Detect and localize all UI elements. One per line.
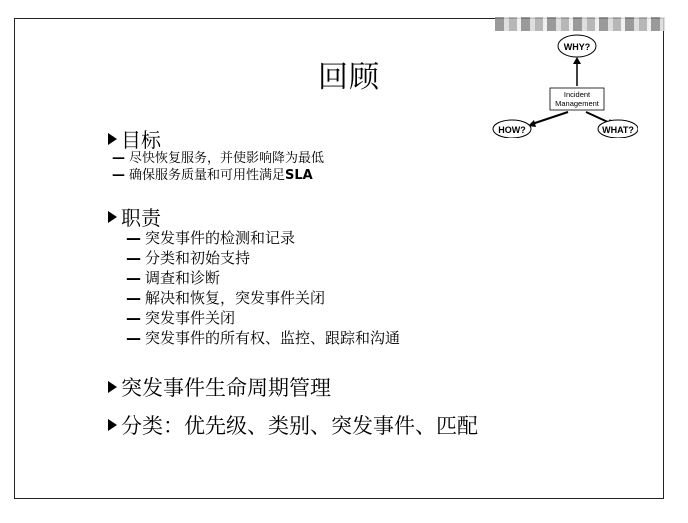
goal-heading-row bbox=[108, 124, 161, 153]
duty-item: — 突发事件关闭 bbox=[126, 309, 236, 327]
duty-item: — 突发事件的所有权、监控、跟踪和沟通 bbox=[126, 329, 401, 347]
goal-heading: 目标 bbox=[121, 128, 161, 152]
goal-list bbox=[112, 150, 324, 184]
classification-heading: 分类：优先级、类别、突发事件、匹配 bbox=[121, 414, 478, 438]
slide-title: 回顾 bbox=[318, 60, 380, 95]
center-label-2: Management bbox=[555, 99, 599, 108]
how-label: HOW? bbox=[498, 125, 526, 135]
lifecycle-heading: 突发事件生命周期管理 bbox=[121, 376, 331, 400]
left-arrow-line bbox=[532, 112, 568, 124]
up-arrow-head bbox=[573, 57, 581, 64]
bullet-arrow-icon bbox=[108, 381, 117, 393]
duties-heading-row bbox=[108, 202, 161, 231]
duties-heading: 职责 bbox=[121, 206, 161, 230]
duty-item: — 调查和诊断 bbox=[126, 269, 221, 287]
classification-heading-row bbox=[108, 410, 478, 440]
center-label-1: Incident bbox=[563, 90, 591, 99]
bullet-arrow-icon bbox=[108, 419, 117, 431]
duty-item: — 突发事件的检测和记录 bbox=[126, 229, 296, 247]
incident-management-diagram bbox=[488, 28, 638, 138]
goal-item: — 尽快恢复服务，并使影响降为最低 bbox=[112, 151, 325, 166]
lifecycle-heading-row bbox=[108, 372, 331, 402]
duty-item: — 分类和初始支持 bbox=[126, 249, 251, 267]
why-label: WHY? bbox=[563, 42, 591, 52]
bullet-arrow-icon bbox=[108, 211, 117, 223]
bullet-arrow-icon bbox=[108, 133, 117, 145]
duties-list bbox=[126, 228, 400, 348]
goal-item: — 确保服务质量和可用性满足SLA bbox=[112, 168, 313, 183]
what-label: WHAT? bbox=[602, 125, 634, 135]
duty-item: — 解决和恢复，突发事件关闭 bbox=[126, 289, 326, 307]
sla-text: SLA bbox=[285, 168, 313, 183]
